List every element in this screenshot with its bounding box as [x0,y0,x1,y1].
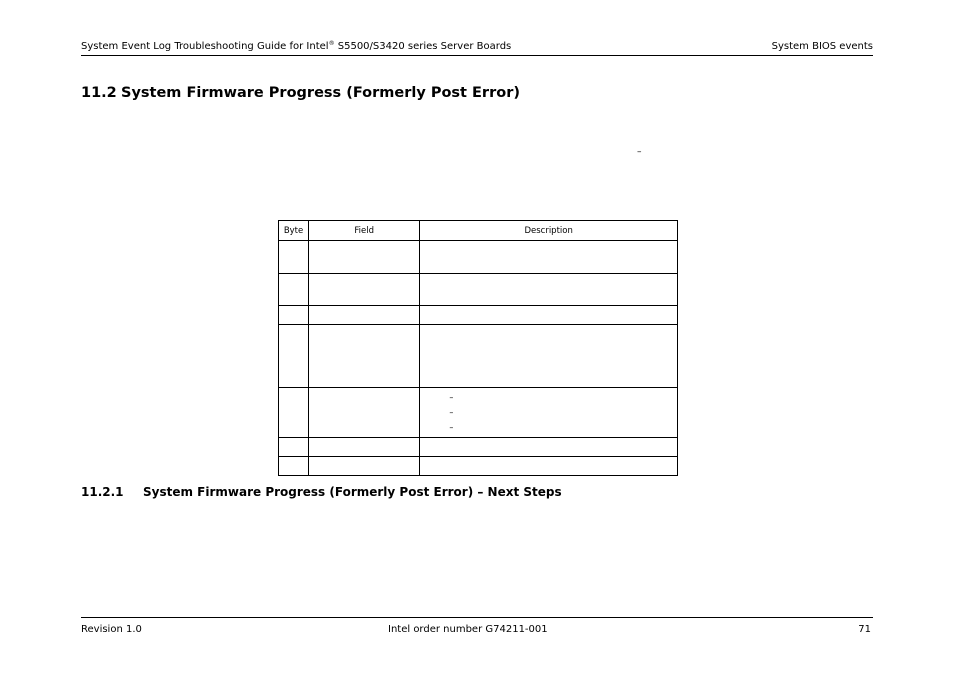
field-cell [309,457,420,476]
description-cell [420,457,678,476]
section-heading [81,83,520,103]
subsection-number: 11.2.1 [81,485,124,499]
registered-trademark-mark: ® [328,40,335,47]
section-number: 11.2 [81,85,117,101]
field-cell [309,325,420,388]
page-number: 71 [858,624,871,635]
subsection-title-text: System Firmware Progress (Formerly Post Error) – Next Steps [143,485,562,499]
byte-cell [279,241,309,274]
byte-cell [279,438,309,457]
header-description: Description [420,221,678,241]
byte-cell [279,457,309,476]
document-title-prefix: System Event Log Troubleshooting Guide for Intel [81,41,329,52]
table-row [279,325,678,388]
chapter-name: System BIOS events [771,41,873,52]
description-cell [420,325,678,388]
subsection-heading [81,484,562,501]
byte-cell [279,274,309,306]
byte-cell [279,388,309,438]
table-row [279,388,678,438]
field-cell [309,274,420,306]
page-footer [81,617,873,638]
dash-list-item: – [449,393,454,402]
table-row [279,438,678,457]
description-cell [420,306,678,325]
description-cell [420,438,678,457]
table-row [279,241,678,274]
header-field: Field [309,221,420,241]
description-cell [420,274,678,306]
field-cell [309,306,420,325]
document-title-suffix: S5500/S3420 series Server Boards [334,41,512,52]
byte-cell [279,306,309,325]
table-row [279,306,678,325]
field-cell [309,241,420,274]
revision-label: Revision 1.0 [81,624,142,635]
body-dash-mark: – [637,147,642,157]
header-byte: Byte [279,221,309,241]
section-title-text: System Firmware Progress (Formerly Post Error) [121,85,520,101]
table-row [279,274,678,306]
dash-list-item: – [449,408,454,417]
byte-cell [279,325,309,388]
dash-list-item: – [449,423,454,432]
description-cell [420,388,678,438]
event-format-table [278,220,678,476]
page-header [81,40,873,56]
field-cell [309,438,420,457]
order-number: Intel order number G74211-001 [388,624,548,635]
description-cell [420,241,678,274]
table-header-row [279,221,678,241]
field-cell [309,388,420,438]
table-row [279,457,678,476]
document-title [81,40,511,54]
